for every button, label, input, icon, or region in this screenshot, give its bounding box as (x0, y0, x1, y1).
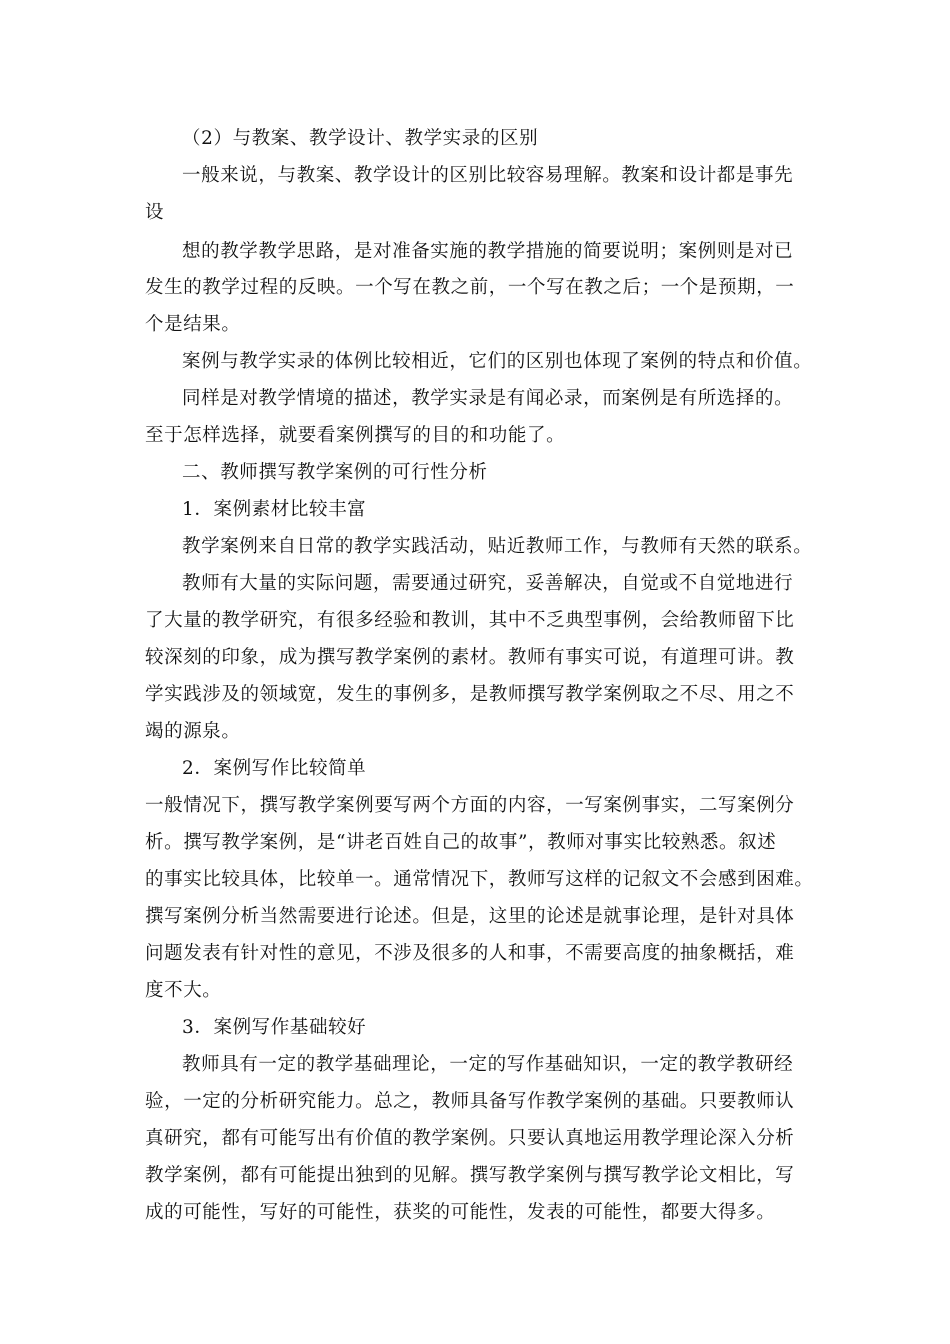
paragraph-line: 个是结果。 (145, 314, 241, 335)
paragraph-line: 度不大。 (145, 980, 222, 1001)
paragraph-line: 真研究，都有可能写出有价值的教学案例。只要认真地运用教学理论深入分析 (145, 1128, 795, 1149)
paragraph-line: 验，一定的分析研究能力。总之，教师具备写作教学案例的基础。只要教师认 (145, 1091, 795, 1112)
paragraph-line: 问题发表有针对性的意见，不涉及很多的人和事，不需要高度的抽象概括，难 (145, 943, 795, 964)
paragraph-line: 一般情况下，撰写教学案例要写两个方面的内容，一写案例事实，二写案例分 (145, 795, 795, 816)
subheading-comparison: （2）与教案、教学设计、教学实录的区别 (182, 128, 539, 149)
paragraph-line: 一般来说，与教案、教学设计的区别比较容易理解。教案和设计都是事先 (182, 165, 794, 186)
subheading-foundation: 3．案例写作基础较好 (182, 1017, 367, 1038)
subheading-simple: 2．案例写作比较简单 (182, 758, 367, 779)
paragraph-line: 教师具有一定的教学基础理论，一定的写作基础知识，一定的教学教研经 (182, 1054, 794, 1075)
paragraph-line: 撰写案例分析当然需要进行论述。但是，这里的论述是就事论理，是针对具体 (145, 906, 795, 927)
section-heading-feasibility: 二、教师撰写教学案例的可行性分析 (182, 462, 488, 483)
paragraph-line: 了大量的教学研究，有很多经验和教训，其中不乏典型事例，会给教师留下比 (145, 610, 795, 631)
subheading-material: 1．案例素材比较丰富 (182, 499, 367, 520)
paragraph-line: 发生的教学过程的反映。一个写在教之前，一个写在教之后；一个是预期，一 (145, 277, 795, 298)
paragraph-line: 成的可能性，写好的可能性，获奖的可能性，发表的可能性，都要大得多。 (145, 1202, 776, 1223)
paragraph-line: 设 (145, 202, 165, 223)
paragraph-line: 较深刻的印象，成为撰写教学案例的素材。教师有事实可说，有道理可讲。教 (145, 647, 795, 668)
paragraph-line: 案例与教学实录的体例比较相近，它们的区别也体现了案例的特点和价值。 (182, 351, 813, 372)
paragraph-line: 竭的源泉。 (145, 721, 241, 742)
paragraph-line: 同样是对教学情境的描述，教学实录是有闻必录，而案例是有所选择的。 (182, 388, 794, 409)
paragraph-line: 教学案例，都有可能提出独到的见解。撰写教学案例与撰写教学论文相比，写 (145, 1165, 795, 1186)
paragraph-line: 教学案例来自日常的教学实践活动，贴近教师工作，与教师有天然的联系。 (182, 536, 813, 557)
paragraph-line: 析。撰写教学案例，是“讲老百姓自己的故事”，教师对事实比较熟悉。叙述 (145, 832, 777, 853)
paragraph-line: 教师有大量的实际问题，需要通过研究，妥善解决，自觉或不自觉地进行 (182, 573, 794, 594)
paragraph-line: 想的教学教学思路，是对准备实施的教学措施的简要说明；案例则是对已 (182, 241, 794, 262)
paragraph-line: 至于怎样选择，就要看案例撰写的目的和功能了。 (145, 425, 566, 446)
paragraph-line: 的事实比较具体，比较单一。通常情况下，教师写这样的记叙文不会感到困难。 (145, 869, 814, 890)
paragraph-line: 学实践涉及的领域宽，发生的事例多，是教师撰写教学案例取之不尽、用之不 (145, 684, 795, 705)
